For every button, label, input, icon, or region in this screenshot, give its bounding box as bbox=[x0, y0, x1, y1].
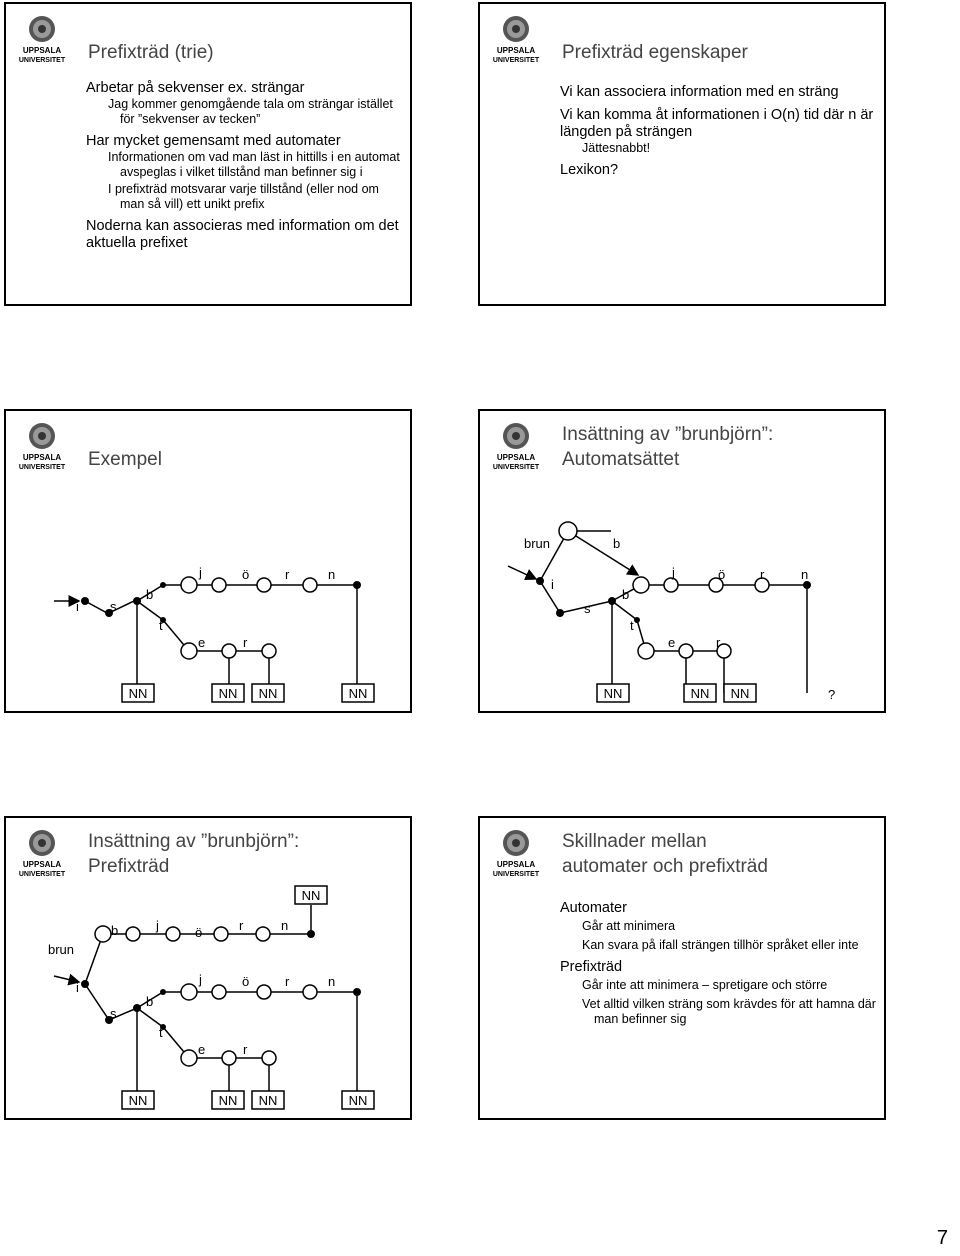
trie-insert-diagram bbox=[6, 818, 410, 1118]
logo-line2: UNIVERSITET bbox=[18, 871, 66, 878]
slide-body bbox=[560, 900, 876, 1027]
leaf-box: NN bbox=[348, 1093, 368, 1108]
logo-line2: UNIVERSITET bbox=[18, 57, 66, 64]
edge-label: b bbox=[622, 587, 630, 602]
edge-label: s bbox=[584, 601, 591, 616]
slide-4 bbox=[478, 409, 886, 713]
slide-body bbox=[86, 80, 402, 252]
sub-bullet: Går inte att minimera – spretigare och större bbox=[582, 978, 828, 992]
edge-label: n bbox=[328, 974, 336, 989]
edge-label: i bbox=[76, 980, 79, 995]
edge-label: t bbox=[159, 618, 163, 633]
edge-label: s bbox=[110, 1006, 117, 1021]
edge-label: r bbox=[239, 918, 244, 933]
edge-label: t bbox=[159, 1025, 163, 1040]
slide-5 bbox=[4, 816, 412, 1120]
leaf-box: NN bbox=[128, 686, 148, 701]
edge-label: n bbox=[801, 567, 809, 582]
slide-title-line2: automater och prefixträd bbox=[562, 856, 768, 877]
page-number: 7 bbox=[936, 1227, 948, 1249]
edge-label: brun bbox=[524, 536, 551, 551]
bullet: Lexikon? bbox=[560, 162, 619, 178]
uppsala-logo-icon bbox=[14, 12, 70, 64]
slide-6 bbox=[478, 816, 886, 1120]
unknown-marker: ? bbox=[828, 687, 836, 702]
leaf-box: NN bbox=[128, 1093, 148, 1108]
slide-title-line1: Insättning av ”brunbjörn”: bbox=[88, 831, 300, 852]
bullet: Har mycket gemensamt med automater bbox=[86, 133, 341, 149]
sub-bullet: Kan svara på ifall strängen tillhör språket eller inte bbox=[582, 938, 859, 952]
logo-line1: UPPSALA bbox=[22, 46, 62, 55]
leaf-box: NN bbox=[690, 686, 710, 701]
sub-bullet: Vet alltid vilken sträng som krävdes för att hamna där man befinner sig bbox=[582, 997, 876, 1026]
sub-bullet: I prefixträd motsvarar varje tillstånd (eller nod om man så vill) ett unikt prefix bbox=[108, 182, 379, 211]
edge-label: j bbox=[156, 918, 159, 933]
bullet: Arbetar på sekvenser ex. strängar bbox=[86, 80, 305, 96]
slide-title: Prefixträd (trie) bbox=[88, 42, 214, 63]
edge-label: j bbox=[199, 565, 202, 580]
edge-label: r bbox=[243, 635, 248, 650]
leaf-box: NN bbox=[258, 686, 278, 701]
uppsala-logo-icon bbox=[488, 12, 544, 64]
sub-bullet: Jättesnabbt! bbox=[582, 141, 651, 155]
edge-label: i bbox=[551, 577, 554, 592]
logo-line1: UPPSALA bbox=[496, 860, 536, 869]
logo-line2: UNIVERSITET bbox=[492, 57, 540, 64]
logo-line2: UNIVERSITET bbox=[492, 464, 540, 471]
bullet: Noderna kan associeras med information om det aktuella prefixet bbox=[86, 218, 399, 251]
edge-label: ö bbox=[195, 925, 203, 940]
edge-label: e bbox=[668, 635, 676, 650]
logo-line1: UPPSALA bbox=[22, 860, 62, 869]
slide-title-line2: Automatsättet bbox=[562, 449, 680, 470]
sub-bullet: Jag kommer genomgående tala om strängar istället för ”sekvenser av tecken” bbox=[108, 97, 393, 126]
edge-label: s bbox=[110, 599, 117, 614]
leaf-box: NN bbox=[603, 686, 623, 701]
sub-bullet: Informationen om vad man läst in hittills i en automat avspeglas i vilket tillstånd man befinner sig i bbox=[108, 150, 400, 179]
edge-label: b bbox=[146, 994, 154, 1009]
trie-diagram bbox=[6, 411, 410, 711]
leaf-box: NN bbox=[218, 1093, 238, 1108]
edge-label: b bbox=[146, 587, 154, 602]
bullet: Vi kan associera information med en sträng bbox=[560, 84, 839, 100]
leaf-box: NN bbox=[218, 686, 238, 701]
slide-title: Exempel bbox=[88, 449, 162, 470]
edge-label: j bbox=[672, 565, 675, 580]
edge-label: r bbox=[716, 635, 721, 650]
leaf-box: NN bbox=[258, 1093, 278, 1108]
logo-line1: UPPSALA bbox=[496, 453, 536, 462]
leaf-box: NN bbox=[730, 686, 750, 701]
edge-label: ö bbox=[242, 974, 250, 989]
edge-label: brun bbox=[48, 942, 75, 957]
edge-label: t bbox=[630, 618, 634, 633]
bullet: Automater bbox=[560, 900, 627, 916]
edge-label: n bbox=[281, 918, 289, 933]
edge-label: b bbox=[111, 923, 119, 938]
slide-3 bbox=[4, 409, 412, 713]
edge-label: e bbox=[198, 635, 206, 650]
edge-label: r bbox=[243, 1042, 248, 1057]
edge-label: n bbox=[328, 567, 336, 582]
slide-title-line1: Insättning av ”brunbjörn”: bbox=[562, 424, 774, 445]
logo-line2: UNIVERSITET bbox=[18, 464, 66, 471]
bullet: Prefixträd bbox=[560, 959, 623, 975]
uppsala-logo-icon bbox=[488, 826, 544, 878]
leaf-box: NN bbox=[301, 888, 321, 903]
logo-line1: UPPSALA bbox=[496, 46, 536, 55]
edge-label: e bbox=[198, 1042, 206, 1057]
slide-2 bbox=[478, 2, 886, 306]
edge-label: j bbox=[199, 972, 202, 987]
edge-label: r bbox=[285, 567, 290, 582]
logo-line2: UNIVERSITET bbox=[492, 871, 540, 878]
logo-line1: UPPSALA bbox=[22, 453, 62, 462]
slide-body bbox=[560, 84, 876, 179]
edge-label: ö bbox=[242, 567, 250, 582]
slide-title-line2: Prefixträd bbox=[88, 856, 170, 877]
slide-title-line1: Skillnader mellan bbox=[562, 831, 707, 852]
edge-label: ö bbox=[718, 567, 726, 582]
edge-label: i bbox=[76, 599, 79, 614]
automaton-diagram bbox=[480, 411, 884, 711]
slide-1 bbox=[4, 2, 412, 306]
leaf-box: NN bbox=[348, 686, 368, 701]
slide-title: Prefixträd egenskaper bbox=[562, 42, 748, 63]
edge-label: r bbox=[285, 974, 290, 989]
edge-label: r bbox=[760, 567, 765, 582]
bullet: Vi kan komma åt informationen i O(n) tid där n är längden på strängen bbox=[560, 107, 874, 140]
edge-label: b bbox=[613, 536, 621, 551]
sub-bullet: Går att minimera bbox=[582, 919, 676, 933]
